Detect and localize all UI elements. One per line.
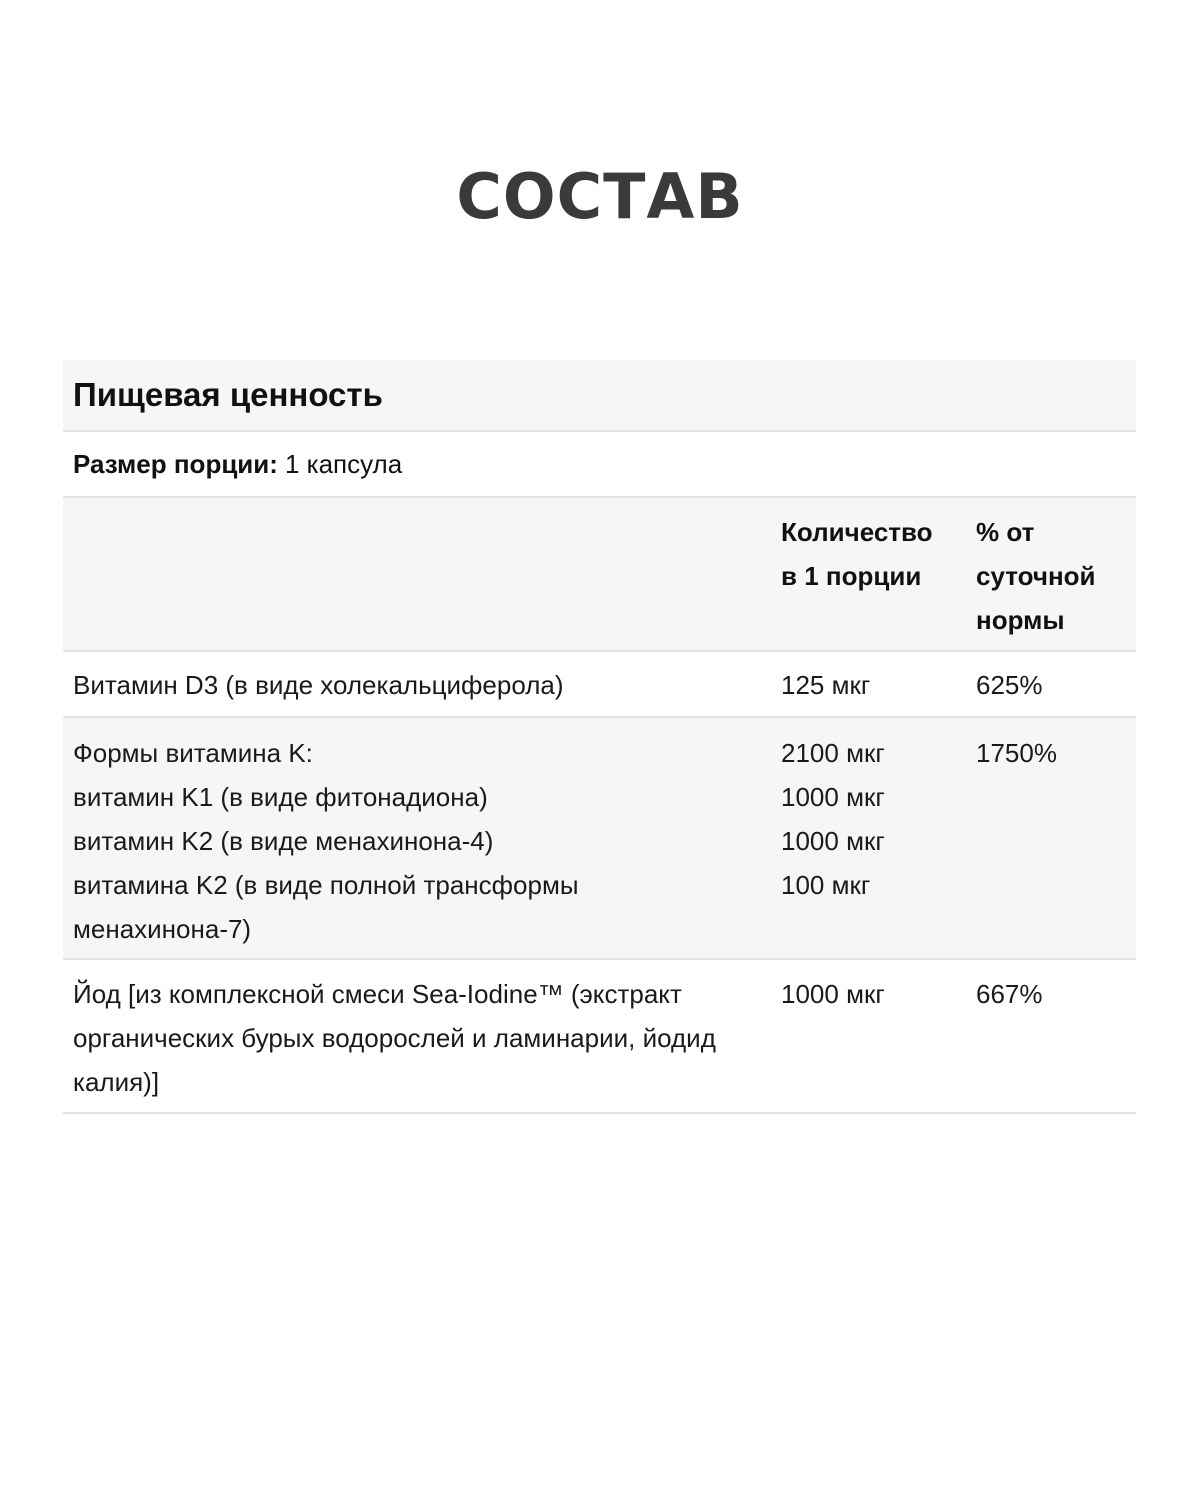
daily-value-header-line: суточной	[976, 561, 1096, 591]
serving-size-label: Размер порции:	[73, 448, 278, 479]
nutrition-facts-panel	[63, 360, 1136, 1114]
nutrition-facts-heading: Пищевая ценность	[73, 376, 383, 413]
nutrient-name-line: Йод [из комплексной смеси Sea-Iodine™ (экстракт органических бурых водорослей и ламинарии, йодид калия)]	[73, 979, 716, 1097]
table-row	[63, 652, 1136, 718]
daily-value-header-line: % от	[976, 517, 1035, 547]
nutrient-daily-value: 625%	[976, 670, 1043, 700]
nutrient-name-line: Формы витамина K:	[73, 738, 313, 768]
daily-value-header-line: нормы	[976, 605, 1065, 635]
nutrient-amount-line: 100 мкг	[781, 870, 871, 900]
nutrient-amount	[781, 731, 976, 958]
nutrient-name	[63, 972, 781, 1112]
amount-header-line: Количество	[781, 517, 933, 547]
page-title: СОСТАВ	[456, 160, 744, 233]
amount-header-line: в 1 порции	[781, 561, 922, 591]
table-row	[63, 960, 1136, 1114]
serving-size-value: 1 капсула	[284, 448, 403, 479]
nutrition-facts-header	[63, 360, 1136, 432]
nutrient-amount	[781, 663, 976, 716]
nutrient-amount-line: 125 мкг	[781, 670, 871, 700]
nutrient-daily-value: 667%	[976, 979, 1043, 1009]
serving-size	[63, 432, 1136, 498]
nutrient-amount-line: 2100 мкг	[781, 738, 885, 768]
name-column-header	[63, 510, 781, 650]
amount-column-header	[781, 510, 976, 650]
nutrient-name-line: витамин K2 (в виде менахинона-4)	[73, 826, 494, 856]
nutrient-name	[63, 663, 781, 716]
table-row	[63, 718, 1136, 960]
daily-value-column-header	[976, 510, 1136, 650]
nutrient-name	[63, 731, 781, 958]
nutrient-amount	[781, 972, 976, 1112]
nutrient-amount-line: 1000 мкг	[781, 782, 885, 812]
nutrient-name-line: витамина K2 (в виде полной трансформы менахинона-7)	[73, 870, 579, 944]
nutrient-name-line: витамин K1 (в виде фитонадиона)	[73, 782, 488, 812]
nutrient-amount-line: 1000 мкг	[781, 826, 885, 856]
table-header-row	[63, 498, 1136, 652]
nutrient-name-line: Витамин D3 (в виде холекальциферола)	[73, 670, 564, 700]
nutrient-amount-line: 1000 мкг	[781, 979, 885, 1009]
nutrient-daily-value: 1750%	[976, 738, 1057, 768]
